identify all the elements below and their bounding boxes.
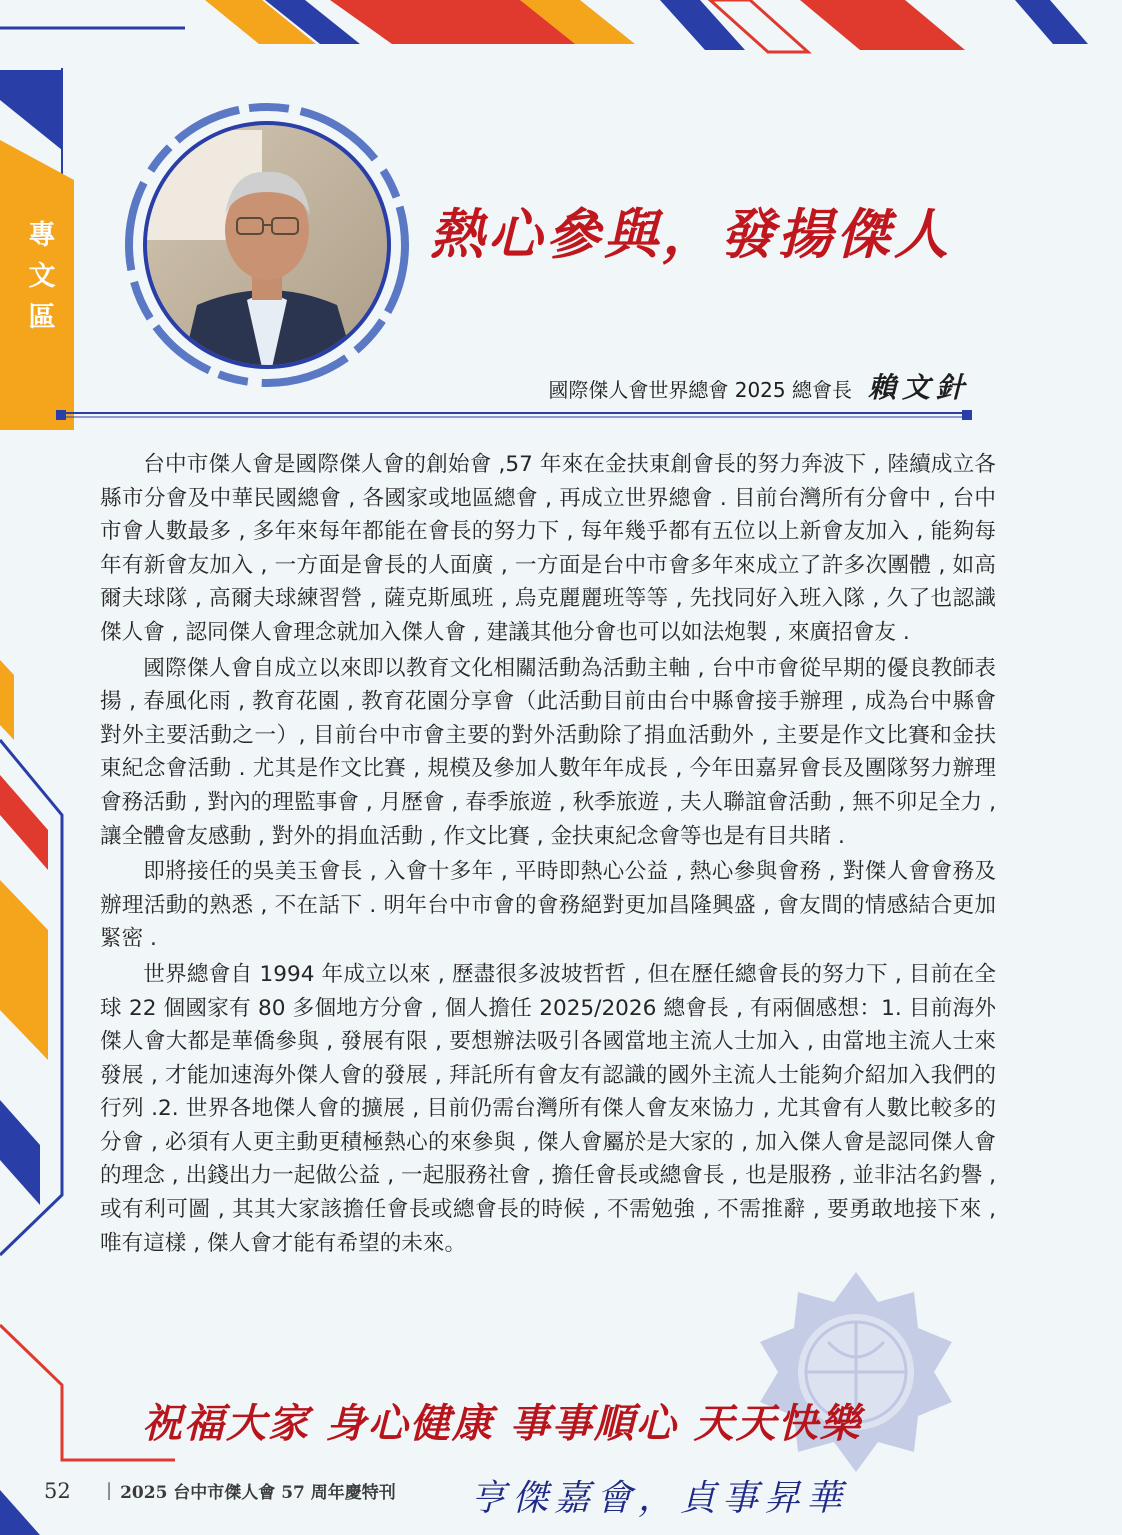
frame-corner-blue (0, 70, 62, 150)
footer (44, 1478, 396, 1503)
section-label-char-1: 專 (28, 220, 56, 251)
author-line (548, 366, 970, 406)
bottom-stripe-blue (0, 1490, 40, 1535)
publication-title: 2025 台中市傑人會 57 周年慶特刊 (120, 1483, 396, 1503)
footer-separator: | (106, 1480, 113, 1501)
article-paragraph-4: 世界總會自 1994 年成立以來 , 歷盡很多波坡哲哲 , 但在歷任總會長的努力下 , 目前在全球 22 個國家有 80 多個地方分會 , 個人擔任 2025/2026 總會長 , 有兩個感想：1. 目前海外傑人會大都是華僑參與 , 發展有限 , 要想辦法吸引各國當地主流人士加入 , 由當地主流人士來發展 , 才能加速海外傑人會的發展 , 拜託所有會友有認識的國外主流人士能夠介紹加入我們的行列 .2. 世界各地傑人會的擴展 , 目前仍需台灣所有傑人會友來協力 , 尤其會有人數比較多的分會 , 必須有人更主動更積極熱心的來參與 , 傑人會屬於是大家的 , 加入傑人會是認同傑人會的理念 , 出錢出力一起做公益 , 一起服務社會 , 擔任會長或總會長 , 也是服務 , 並非沽名釣譽 , 或有利可圖 , 其其大家該擔任會長或總會長的時候 , 不需勉強 , 不需推辭 , 要勇敢地接下來 , 唯有這樣 , 傑人會才能有希望的未來。 (100, 961, 996, 1256)
section-label-char-3: 區 (28, 302, 56, 333)
left-stripe-blue-a (0, 1100, 40, 1205)
top-stripe-blue-3 (1015, 0, 1088, 44)
author-portrait (122, 100, 412, 390)
article-paragraph-3: 即將接任的吳美玉會長 , 入會十多年 , 平時即熱心公益 , 熱心參與會務 , 對傑人會會務及辦理活動的熟悉 , 不在話下 . 明年台中市會的會務絕對更加昌隆興盛 , 會友間的情感結合更加緊密 . (100, 859, 996, 952)
article-paragraph-1: 台中市傑人會是國際傑人會的創始會 ,57 年來在金扶東創會長的努力奔波下 , 陸續成立各縣市分會及中華民國總會 , 各國家或地區總會 , 再成立世界總會 . 目前台灣所有分會中 , 台中市會人數最多 , 多年來每年都能在會長的努力下 , 每年幾乎都有五位以上新會友加入 , 能夠每年有新會友加入 , 一方面是會長的人面廣 , 一方面是台中市會多年來成立了許多次團體 , 如高爾夫球隊 , 高爾夫球練習營 , 薩克斯風班 , 烏克麗麗班等等 , 先找同好入班入隊 , 久了也認識傑人會 , 認同傑人會理念就加入傑人會 , 建議其他分會也可以如法炮製 , 來廣招會友 . (100, 452, 996, 645)
left-stripe-orange-b (0, 880, 48, 1060)
divider-rule (56, 409, 972, 421)
headline: 熱心參與，發揚傑人 (430, 202, 952, 266)
section-label-char-2: 文 (28, 261, 56, 292)
page-number: 52 (44, 1478, 71, 1503)
section-label (0, 222, 84, 331)
left-stripe-orange-a (0, 660, 14, 740)
blessing-text: 祝福大家 身心健康 事事順心 天天快樂 (142, 1400, 862, 1447)
article-paragraph-2: 國際傑人會自成立以來即以教育文化相關活動為活動主軸 , 台中市會從早期的優良教師表揚 , 春風化雨 , 教育花園 , 教育花園分享會（此活動目前由台中縣會接手辦理 , 成為台中縣會對外主要活動之一）, 目前台中市會主要的對外活動除了捐血活動外 , 主要是作文比賽和金扶東紀念會活動 . 尤其是作文比賽 , 規模及參加人數年年成長 , 今年田嘉昇會長及團隊努力辦理會務活動 , 對內的理監事會 , 月歷會 , 春季旅遊 , 秋季旅遊 , 夫人聯誼會活動 , 無不卯足全力 , 讓全體會友感動 , 對外的捐血活動 , 作文比賽 , 金扶東紀念會等也是有目共睹 . (100, 655, 996, 849)
top-stripe-blue-2 (660, 0, 745, 50)
article-body (100, 448, 996, 1262)
top-stripe-red-2 (800, 0, 965, 50)
author-organization: 國際傑人會世界總會 2025 總會長 (548, 378, 852, 402)
author-name: 賴文針 (867, 371, 970, 404)
club-motto: 亨傑嘉會，貞事昇華 (470, 1478, 849, 1519)
